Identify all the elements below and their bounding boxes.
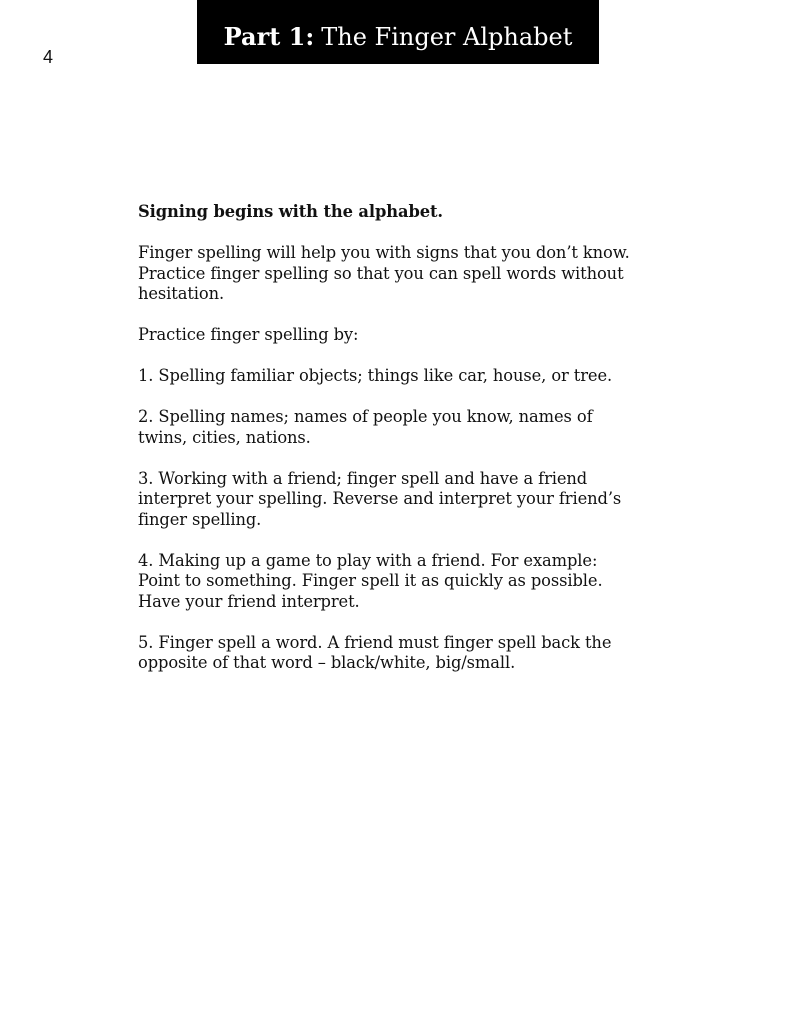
practice-item-line: opposite of that word – black/white, big/small.	[138, 653, 516, 672]
practice-item-line: 5. Finger spell a word. A friend must finger spell back the	[138, 632, 612, 652]
intro-line: Practice finger spelling so that you can spell words without	[138, 263, 624, 283]
page-body	[138, 202, 698, 694]
practice-item-4	[138, 551, 698, 613]
practice-item-line: 4. Making up a game to play with a friend. For example:	[138, 550, 598, 570]
practice-item-line: 3. Working with a friend; finger spell and have a friend	[138, 468, 588, 488]
practice-item-1	[138, 366, 698, 387]
intro-paragraph	[138, 243, 698, 305]
practice-item-line: Have your friend interpret.	[138, 591, 360, 611]
intro-line: hesitation.	[138, 284, 225, 303]
body-heading: Signing begins with the alphabet.	[138, 202, 443, 221]
section-title: The Finger Alphabet	[321, 23, 573, 51]
section-part-label: Part 1:	[223, 22, 315, 51]
section-header	[197, 0, 599, 64]
practice-item-line: 1. Spelling familiar objects; things like car, house, or tree.	[138, 366, 613, 385]
practice-item-2	[138, 407, 698, 448]
practice-item-line: interpret your spelling. Reverse and interpret your friend’s	[138, 489, 622, 508]
practice-item-3	[138, 469, 698, 531]
intro-line: Finger spelling will help you with signs that you don’t know.	[138, 243, 630, 262]
practice-item-5	[138, 633, 698, 674]
practice-item-line: twins, cities, nations.	[138, 427, 311, 447]
practice-item-line: finger spelling.	[138, 509, 262, 529]
page-number: 4	[43, 47, 54, 67]
practice-lead: Practice finger spelling by:	[138, 325, 359, 344]
practice-item-line: 2. Spelling names; names of people you know, names of	[138, 407, 593, 426]
practice-item-line: Point to something. Finger spell it as quickly as possible.	[138, 571, 603, 590]
